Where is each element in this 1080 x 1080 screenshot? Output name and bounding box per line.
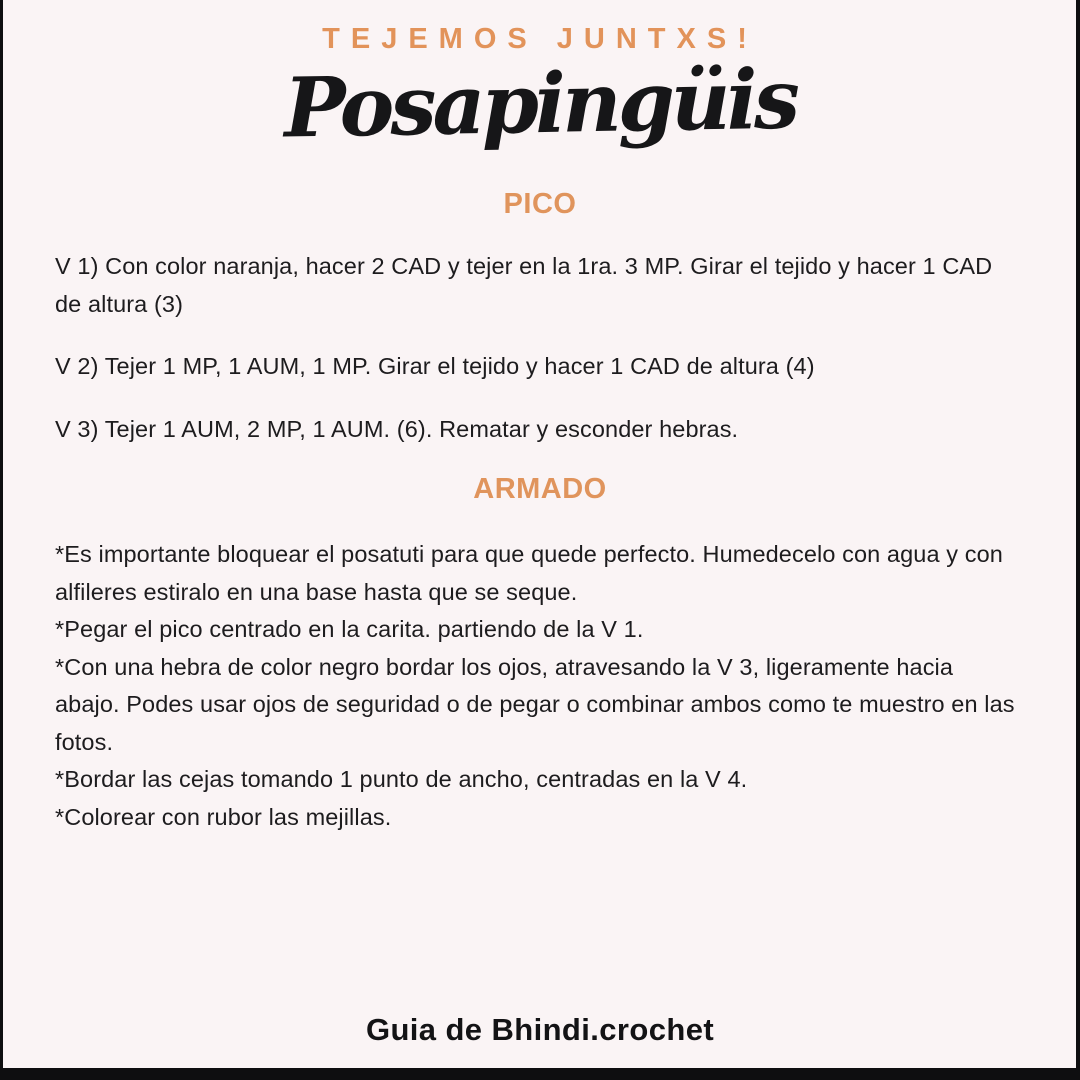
page-title: Posapingüis [283, 51, 797, 157]
bottom-edge-bar [0, 1068, 1080, 1080]
instruction-row-3: V 3) Tejer 1 AUM, 2 MP, 1 AUM. (6). Rematar y esconder hebras. [55, 415, 739, 442]
left-edge-bar [0, 0, 3, 1080]
assembly-note-cheeks: *Colorear con rubor las mejillas. [55, 803, 392, 830]
section-pico [0, 188, 1080, 448]
instruction-row-1: V 1) Con color naranja, hacer 2 CAD y tejer en la 1ra. 3 MP. Girar el tejido y hacer 1 CAD de altura (3) [55, 253, 993, 317]
instruction-row-2: V 2) Tejer 1 MP, 1 AUM, 1 MP. Girar el tejido y hacer 1 CAD de altura (4) [55, 353, 815, 379]
pico-instructions [0, 248, 1080, 448]
assembly-note-eyebrows: *Bordar las cejas tomando 1 punto de ancho, centradas en la V 4. [55, 766, 748, 792]
assembly-note-beak: *Pegar el pico centrado en la carita. partiendo de la V 1. [55, 616, 644, 642]
armado-notes [0, 536, 1080, 836]
footer-credit: Guia de Bhindi.crochet [365, 1012, 715, 1047]
section-heading-pico: PICO [503, 188, 577, 220]
assembly-note-eyes: *Con una hebra de color negro bordar los ojos, atravesando la V 3, ligeramente hacia abajo. Podes usar ojos de seguridad o de pegar o combinar ambos como te muestro en las fotos. [55, 653, 1015, 755]
section-armado [0, 473, 1080, 836]
section-heading-armado: ARMADO [473, 473, 607, 505]
right-edge-bar [1076, 0, 1080, 1080]
brand-heading: TEJEMOS JUNTXS! [322, 23, 758, 55]
assembly-note-blocking: *Es importante bloquear el posatuti para que quede perfecto. Humedecelo con agua y con alfileres estiralo en una base hasta que se seque. [55, 541, 1003, 605]
page-header [0, 0, 1080, 157]
